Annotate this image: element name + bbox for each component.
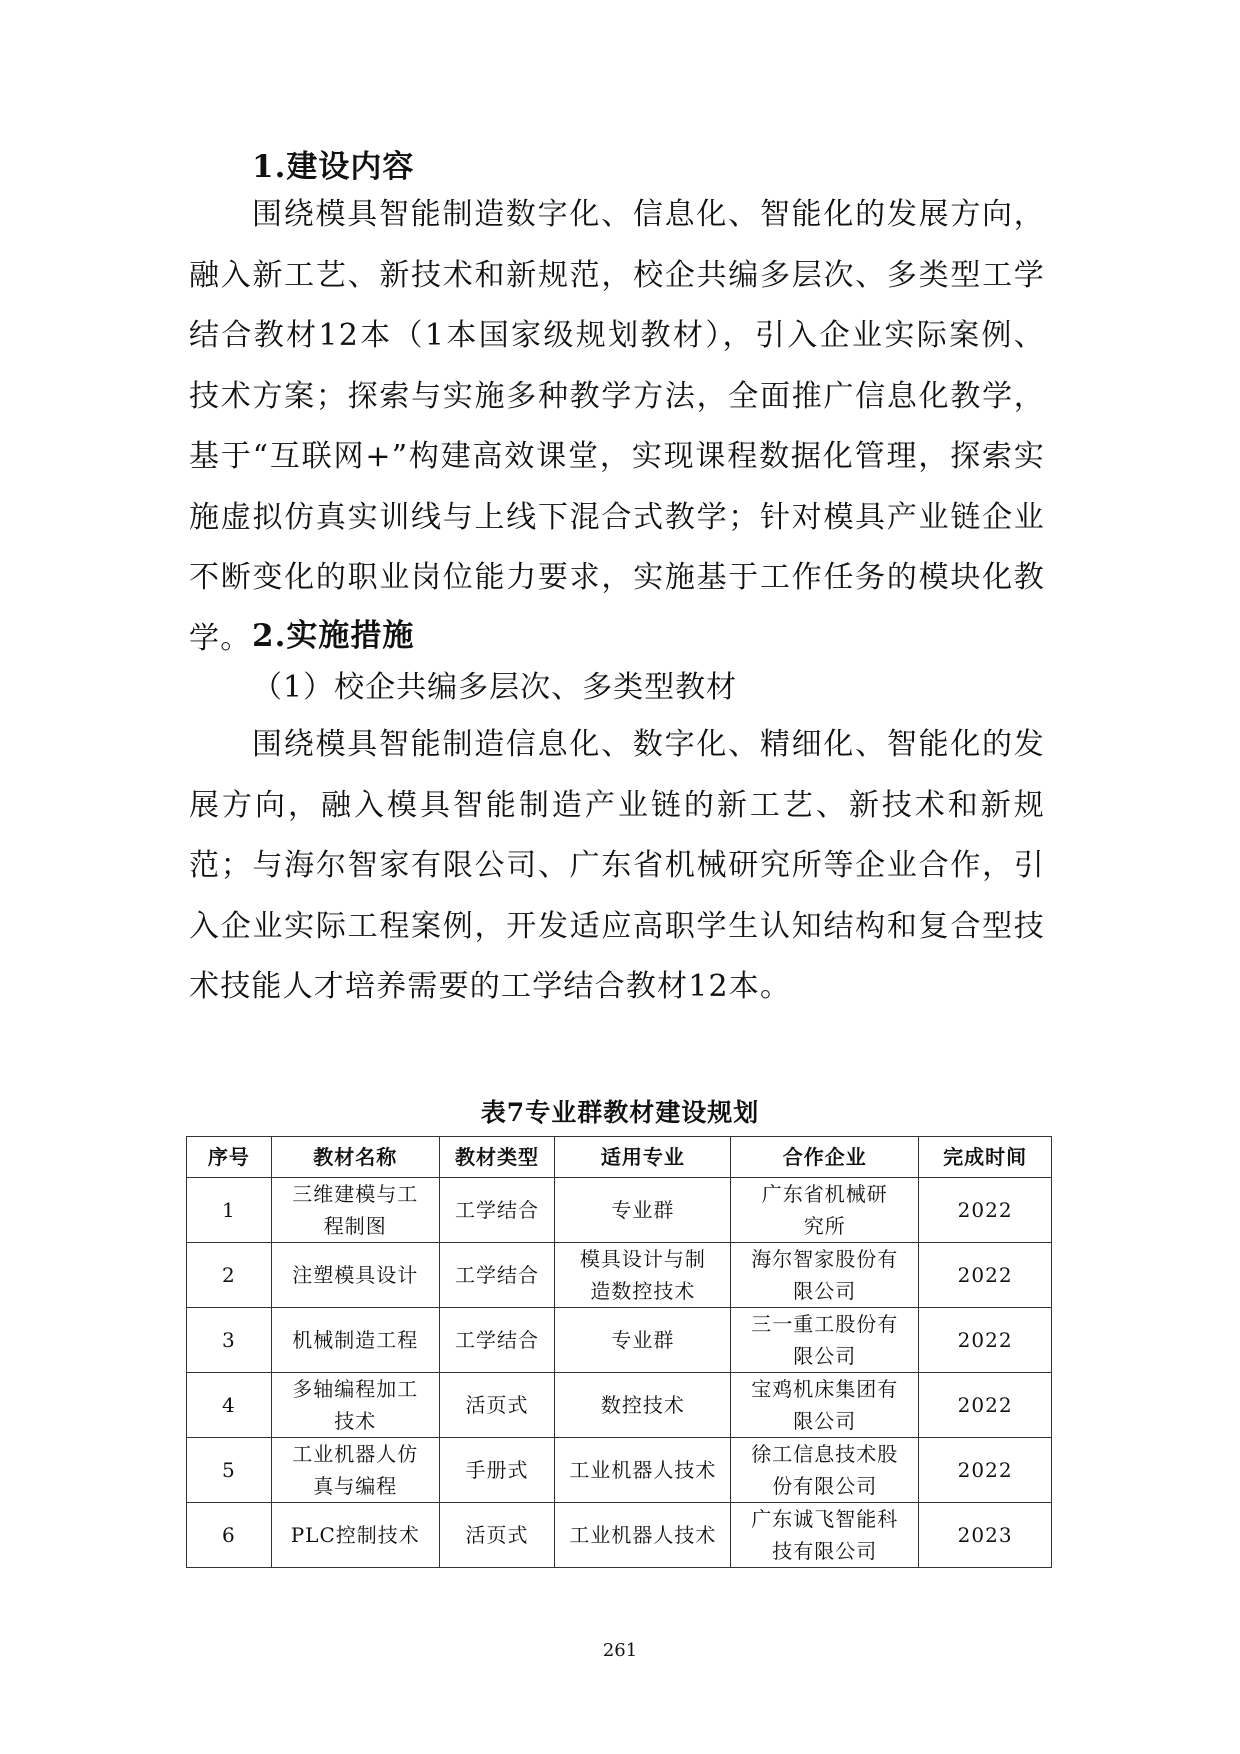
header-major: 适用专业 (555, 1137, 731, 1178)
section-heading-1: 1.建设内容 (252, 149, 415, 185)
cell-name-text: 注塑模具设计 (292, 1263, 419, 1287)
textbook-plan-table (186, 1136, 1052, 1568)
cell-no: 3 (187, 1308, 272, 1373)
cell-type: 工学结合 (439, 1178, 555, 1243)
cell-major-text: 模具设计与制造数控技术 (579, 1247, 706, 1303)
cell-partner-text: 宝鸡机床集团有限公司 (751, 1377, 899, 1433)
cell-name (271, 1243, 439, 1308)
cell-type: 工学结合 (439, 1308, 555, 1373)
cell-partner-text: 广东诚飞智能科技有限公司 (751, 1507, 899, 1563)
cell-major-text: 工业机器人技术 (569, 1458, 717, 1482)
cell-no: 6 (187, 1503, 272, 1568)
cell-partner-text: 三一重工股份有限公司 (751, 1312, 899, 1368)
header-year: 完成时间 (919, 1137, 1052, 1178)
cell-major (555, 1373, 731, 1438)
cell-name-text: 多轴编程加工技术 (292, 1377, 419, 1433)
cell-major (555, 1178, 731, 1243)
cell-partner (731, 1438, 919, 1503)
cell-year: 2022 (919, 1438, 1052, 1503)
cell-partner-text: 徐工信息技术股份有限公司 (751, 1442, 899, 1498)
cell-partner (731, 1503, 919, 1568)
cell-type: 手册式 (439, 1438, 555, 1503)
cell-name (271, 1438, 439, 1503)
cell-no: 5 (187, 1438, 272, 1503)
cell-major (555, 1503, 731, 1568)
cell-year: 2022 (919, 1178, 1052, 1243)
subsection-heading: （1）校企共编多层次、多类型教材 (252, 670, 738, 705)
cell-partner (731, 1243, 919, 1308)
cell-name (271, 1308, 439, 1373)
page-number: 261 (602, 1640, 638, 1661)
table-row (187, 1503, 1052, 1568)
header-name: 教材名称 (271, 1137, 439, 1178)
cell-major-text: 数控技术 (600, 1393, 685, 1417)
cell-name-text: 工业机器人仿真与编程 (292, 1442, 419, 1498)
cell-name (271, 1373, 439, 1438)
section-heading-2: 2.实施措施 (252, 618, 415, 654)
cell-major-text: 工业机器人技术 (569, 1523, 717, 1547)
cell-type: 活页式 (439, 1503, 555, 1568)
cell-year: 2022 (919, 1308, 1052, 1373)
cell-type: 活页式 (439, 1373, 555, 1438)
cell-partner-text: 海尔智家股份有限公司 (751, 1247, 899, 1303)
cell-name-text: 三维建模与工程制图 (292, 1182, 419, 1238)
table-row (187, 1178, 1052, 1243)
cell-year: 2022 (919, 1373, 1052, 1438)
cell-type: 工学结合 (439, 1243, 555, 1308)
cell-name-text: 机械制造工程 (292, 1328, 419, 1352)
cell-partner (731, 1308, 919, 1373)
cell-year: 2022 (919, 1243, 1052, 1308)
table-header-row (187, 1137, 1052, 1178)
table-row (187, 1373, 1052, 1438)
section-2-paragraph: 围绕模具智能制造信息化、数字化、精细化、智能化的发展方向，融入模具智能制造产业链的新工艺、新技术和新规范；与海尔智家有限公司、广东省机械研究所等企业合作，引入企业实际工程案例，开发适应高职学生认知结构和复合型技术技能人才培养需要的工学结合教材12本。 (189, 727, 1045, 1004)
cell-partner (731, 1178, 919, 1243)
header-no: 序号 (187, 1137, 272, 1178)
header-type: 教材类型 (439, 1137, 555, 1178)
section-1-paragraph: 围绕模具智能制造数字化、信息化、智能化的发展方向，融入新工艺、新技术和新规范，校企共编多层次、多类型工学结合教材12本（1本国家级规划教材），引入企业实际案例、技术方案；探索与实施多种教学方法，全面推广信息化教学，基于“互联网+”构建高效课堂，实现课程数据化管理，探索实施虚拟仿真实训线与上线下混合式教学；针对模具产业链企业不断变化的职业岗位能力要求，实施基于工作任务的模块化教学。 (189, 197, 1045, 656)
table-row (187, 1308, 1052, 1373)
cell-major (555, 1308, 731, 1373)
table-caption: 表7专业群教材建设规划 (480, 1098, 760, 1127)
cell-major (555, 1243, 731, 1308)
cell-major-text: 专业群 (611, 1198, 675, 1222)
cell-no: 1 (187, 1178, 272, 1243)
cell-name (271, 1178, 439, 1243)
cell-major-text: 专业群 (611, 1328, 675, 1352)
cell-name-text: PLC控制技术 (290, 1523, 420, 1547)
cell-partner-text: 广东省机械研究所 (761, 1182, 888, 1238)
cell-no: 2 (187, 1243, 272, 1308)
cell-partner (731, 1373, 919, 1438)
cell-major (555, 1438, 731, 1503)
cell-no: 4 (187, 1373, 272, 1438)
table-row (187, 1243, 1052, 1308)
cell-name (271, 1503, 439, 1568)
cell-year: 2023 (919, 1503, 1052, 1568)
table-row (187, 1438, 1052, 1503)
header-partner: 合作企业 (731, 1137, 919, 1178)
